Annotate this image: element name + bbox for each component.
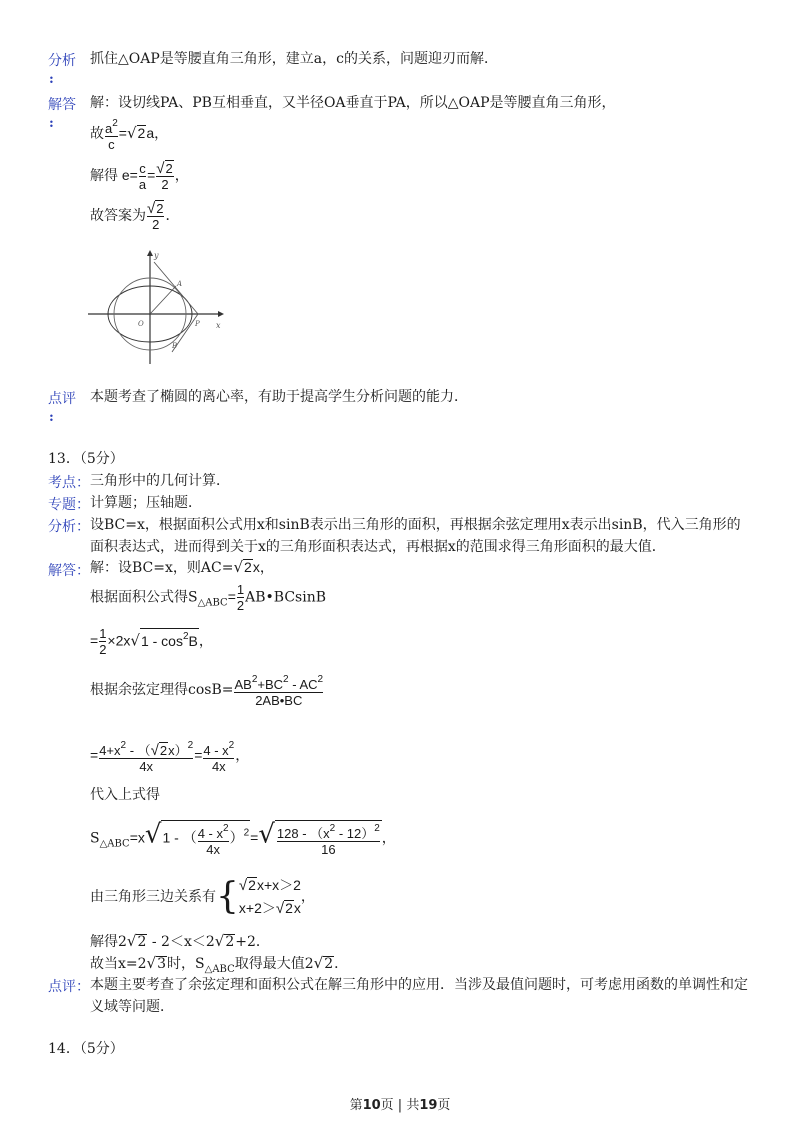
equation-solve-e: 解得 e= $\frac{c}{a}$ = $\frac{√2}{2}$ ， bbox=[90, 160, 189, 192]
q13-cos-formula: 根据余弦定理得cosB= $\frac{AB^2+BC^2 - AC^2}{2AB•BC}$ bbox=[90, 674, 324, 708]
figure-label-p: P bbox=[195, 320, 200, 328]
colon-mark: : bbox=[49, 410, 54, 425]
q13-area-formula: 根据面积公式得$S_{\triangle ABC}=$ $\frac{1}{2}$ AB•BCsinB bbox=[90, 582, 327, 613]
comment-label: 点评 bbox=[48, 391, 76, 407]
equation-answer: 故答案为 $\frac{√2}{2}$ ． bbox=[90, 200, 180, 232]
colon-mark: : bbox=[49, 116, 54, 131]
q13-jieda-label: 解答： bbox=[48, 563, 90, 579]
q13-fenxi-label: 分析： bbox=[48, 519, 90, 535]
figure-label-y: y bbox=[154, 251, 159, 260]
q13-solution-line1: 解：设BC=x，则AC=√2x， bbox=[90, 558, 274, 576]
q13-kaodian-text: 三角形中的几何计算． bbox=[90, 473, 230, 489]
q13-range: 解得2√2 - 2＜x＜2√2+2． bbox=[90, 932, 270, 950]
q13-number: 13．（5分） bbox=[48, 451, 124, 467]
equation-so: 故 $\frac{a^2}{c}$ =√2a， bbox=[90, 118, 169, 152]
comment-text: 本题考查了椭圆的离心率，有助于提高学生分析问题的能力． bbox=[90, 389, 468, 405]
q14-number: 14．（5分） bbox=[48, 1041, 124, 1057]
q13-sub-in: 代入上式得 bbox=[90, 787, 160, 803]
figure-label-o: O bbox=[138, 320, 144, 328]
q13-zhuanti-label: 专题： bbox=[48, 497, 90, 513]
figure-label-a: A bbox=[177, 280, 183, 288]
ellipse-figure bbox=[88, 248, 228, 366]
q13-max: 故当x=2√3时，$S_{\triangle ABC}$取得最大值2√2． bbox=[90, 954, 349, 975]
q13-area-expression: $S_{\triangle ABC}=x√1$ - （ $\frac{4 - x^2}{4x}$ ）$^2$=√ $\frac{128 - (x^2 - 12)^2}{16}$ ， bbox=[90, 819, 396, 857]
colon-mark: : bbox=[49, 72, 54, 87]
page-footer: 第10页 | 共19页 bbox=[349, 1098, 451, 1113]
analysis-label: 分析 bbox=[48, 53, 76, 69]
q13-dianping-label: 点评： bbox=[48, 979, 90, 995]
q13-triangle-inequality: 由三角形三边关系有{ √2x+x＞2 x+2＞√2x ， bbox=[90, 876, 315, 917]
figure-label-x: x bbox=[216, 321, 221, 330]
q13-fenxi-text: 设BC=x，根据面积公式用x和sinB表示出三角形的面积，再根据余弦定理用x表示出sinB，代入三角形的面积表达式，进而得到关于x的三角形面积表达式，再根据x的范围求得三角形面积的最大值． bbox=[90, 517, 741, 555]
figure-label-b: B bbox=[172, 342, 178, 350]
q13-area-sqrt: = $\frac{1}{2}$ $\times 2x√1 - \cos^2B$， bbox=[90, 626, 213, 657]
solution-label: 解答 bbox=[48, 97, 76, 113]
q13-cos-simplify: = $\frac{4+x^2 - (√2x)^2}{4x}$ = $\frac{4 - x^2}{4x}$ ， bbox=[90, 740, 250, 774]
q13-kaodian-label: 考点： bbox=[48, 475, 90, 491]
solution-line1: 解：设切线PA、PB互相垂直，又半径OA垂直于PA，所以△OAP是等腰直角三角形， bbox=[90, 95, 616, 111]
q13-zhuanti-text: 计算题；压轴题． bbox=[90, 495, 202, 511]
analysis-text: 抓住△OAP是等腰直角三角形，建立a，c的关系，问题迎刃而解． bbox=[90, 51, 498, 67]
q13-dianping-text: 本题主要考查了余弦定理和面积公式在解三角形中的应用．当涉及最值问题时，可考虑用函数的单调性和定义域等问题． bbox=[90, 977, 748, 1015]
